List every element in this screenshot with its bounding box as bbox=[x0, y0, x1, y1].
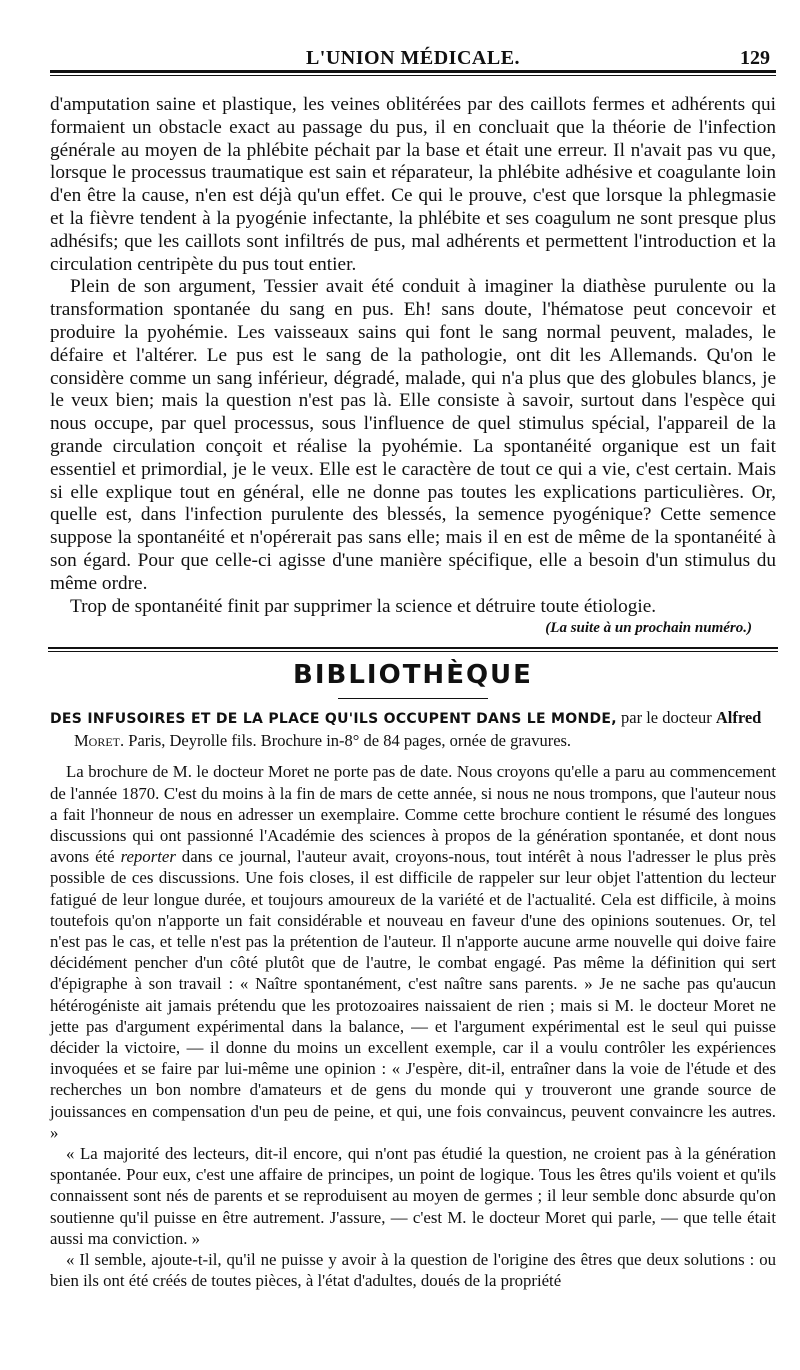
book-publication: . Paris, Deyrolle fils. Brochure in-8° de 84 pages, ornée de gravures. bbox=[120, 731, 572, 751]
book-author-last: Moret bbox=[74, 731, 121, 751]
book-review bbox=[50, 761, 776, 1291]
book-title: DES INFUSOIRES ET DE LA PLACE QU'ILS OCCUPENT DANS LE MONDE, bbox=[50, 711, 617, 728]
section-rule bbox=[48, 647, 778, 652]
book-reference bbox=[50, 707, 776, 751]
review-text: dans ce journal, l'auteur avait, croyons-nous, tout intérêt à nous l'adresser le plus près possible de ces discussions. Une fois closes, il est difficile de rappeler sur leur objet l'attention du lecteur fatigué de leur longue durée, et toujours amoureux de la variété et de l'actualité. Cela est difficile, à moins toutefois qu'on n'apporte un fait considérable et nouveau en faveur d'une des opinions soutenues. Or, tel n'est pas le cas, et telle n'est pas la prétention de l'auteur. Il n'apporte aucune arme nouvelle qui doive faire décidément pencher d'un côté plutôt que de l'autre, le combat engagé. Pas même la définition qui sert d'épigraphe à son travail : « Naître spontanément, c'est naître sans parents. » Je ne sache pas qu'aucun hétérogéniste ait jamais prétendu que les protozoaires naissaient de rien ; mais si M. le docteur Moret ne jette pas d'argument expérimental dans la balance, — et l'argument expérimental est le seul qui puisse décider la victoire, — il donne du moins un excellent exemple, car il a voulu contrôler les expériences invoquées et se faire par lui-même une opinion : « J'espère, dit-il, entraîner dans la voie de l'étude et des recherches un bon nombre d'amateurs et de gens du monde qui y trouveront une grande source de jouissances en compensation d'un peu de peine, et qui, une fois convaincus, peuvent convaincre les autres. » bbox=[50, 847, 776, 1142]
continuation-note: (La suite à un prochain numéro.) bbox=[545, 620, 752, 637]
page-number: 129 bbox=[740, 47, 770, 69]
review-text: La brochure de M. le docteur Moret ne porte pas de date. Nous croyons qu'elle a paru au commencement de l'année 1870. C'est du moins à la fin de mars de cette année, si nous ne nous trompons, que l'auteur nous a fait l'honneur de nous en adresser un exemplaire. Comme cette brochure contient le résumé des longues discussions qui ont passionné l'Académie des sciences à propos de la génération spontanée, et dont nous avons été bbox=[50, 762, 776, 867]
section-heading: BIBLIOTHÈQUE bbox=[293, 660, 533, 691]
book-by: par le docteur bbox=[621, 708, 712, 728]
review-paragraph bbox=[50, 761, 776, 1143]
review-paragraph: « Il semble, ajoute-t-il, qu'il ne puisse y avoir à la question de l'origine des êtres que deux solutions : ou bien ils ont été créés de toutes pièces, à l'état d'adultes, doués de la propriété bbox=[50, 1250, 776, 1291]
article-paragraph: Trop de spontanéité finit par supprimer la science et détruire toute étiologie. bbox=[70, 595, 657, 617]
section-heading-underline bbox=[338, 698, 488, 699]
page-header bbox=[50, 0, 776, 70]
main-article bbox=[50, 94, 776, 618]
review-paragraph: « La majorité des lecteurs, dit-il encore, qui n'ont pas étudié la question, ne croient pas à la génération spontanée. Pour eux, c'est une affaire de principes, un point de logique. Tous les êtres qu'ils voient et qu'ils connaissent sont nés de parents et se reproduisent au moyen de germes ; il leur semble donc absurde qu'on soutienne qu'il puisse en être autrement. J'assure, — c'est M. le docteur Moret qui parle, — que telle était aussi ma conviction. » bbox=[50, 1143, 776, 1248]
review-italic: reporter bbox=[120, 847, 176, 867]
header-rule bbox=[50, 70, 776, 76]
book-author-first: Alfred bbox=[715, 708, 762, 728]
article-paragraph: d'amputation saine et plastique, les veines oblitérées par des caillots fermes et adhérents qui formaient un obstacle exact au passage du pus, il en concluait que la théorie de l'infection générale au moyen de la phlébite péchait par la base et était une erreur. Il n'avait pas vu que, lorsque le processus traumatique est sain et réparateur, la phlébite adhésive et coagulante loin d'en être la cause, n'en est déjà qu'un effet. Ce qui le prouve, c'est que lorsque la phlegmasie et la fièvre tendent à la pyogénie infectante, la phlébite et ses coagulum ne sont presque plus adhésifs; que les caillots sont infiltrés de pus, mal adhérents et permettent l'introduction et la circulation centripète du pus tout entier. bbox=[50, 94, 776, 275]
running-title: L'UNION MÉDICALE. bbox=[305, 47, 521, 69]
article-paragraph: Plein de son argument, Tessier avait été conduit à imaginer la diathèse purulente ou la transformation spontanée du sang en pus. Eh! sans doute, l'hématose peut concevoir et produire la pyohémie. Les vaisseaux sains qui font le sang normal peuvent, malades, le défaire et l'altérer. Le pus est le sang de la pathologie, ont dit les Allemands. Qu'on le considère comme un sang inférieur, dégradé, malade, qui n'a plus que des globules blancs, je le veux bien; mais la question n'est pas là. Elle consiste à savoir, surtout dans l'espèce qui nous occupe, par quel processus, sous l'influence de quel stimulus spécial, l'appareil de la grande circulation conçoit et réalise la pyohémie. La spontanéité organique est un fait essentiel et primordial, je le veux. Elle est le caractère de tout ce qui a vie, c'est certain. Mais si elle explique tout en général, elle ne donne pas toutes les explications particulières. Or, quelle est, dans l'infection purulente des blessés, la semence pyogénique? Cette semence suppose la spontanéité et n'opérerait pas sans elle; mais il en est de même de la spontanéité à son égard. Pour que celle-ci agisse d'une manière spécifique, elle a besoin d'un stimulus du même ordre. bbox=[50, 276, 776, 594]
